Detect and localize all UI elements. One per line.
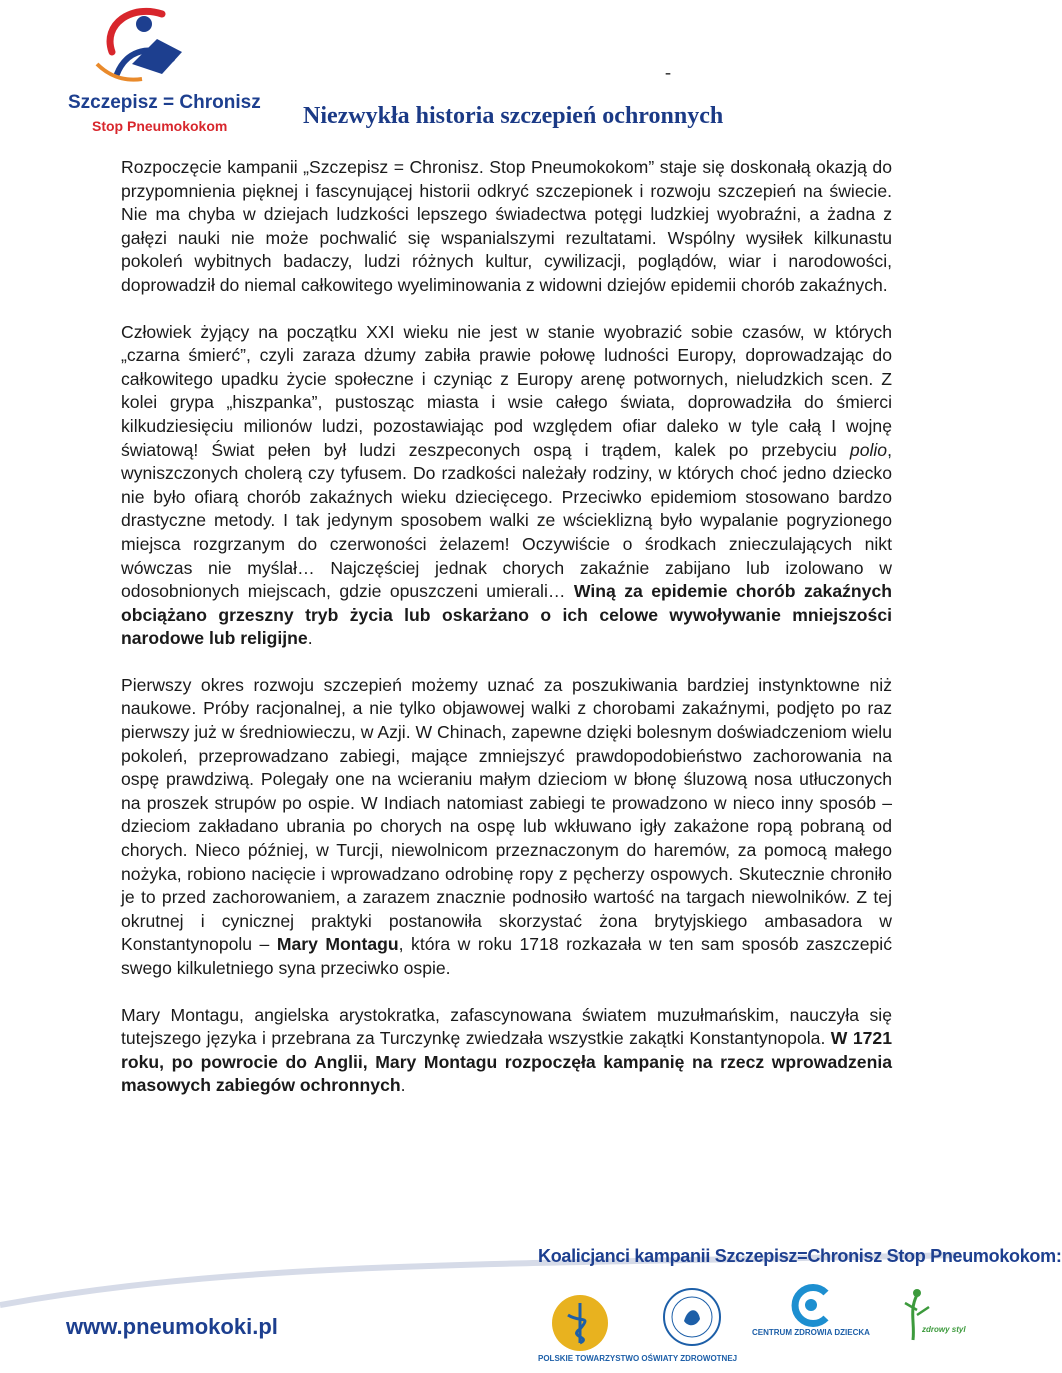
paragraph-3-bold: Mary Montagu bbox=[276, 934, 399, 955]
czd-logo-icon bbox=[786, 1283, 836, 1328]
paragraph-3-text-a: Pierwszy okres rozwoju szczepień możemy uznać za poszukiwania bardziej instynktowne niż naukowe. Próby racjonalnej, a nie tylko objawowej walki z chorobami zakaźnymi, podjęto po raz pierwszy już w średniowieczu, w Azji. W Chinach, zapewne dzięki bolesnym doświadczeniom wielu pokoleń, przeprowadzano zabiegi, mające zmniejszyć prawdopodobieństwo zachorowania na ospę prawdziwą. Polegały one na wcieraniu małym dzieciom w błonę śluzową nosa utłuczonych na proszek strupów po ospie. W Indiach natomiast zabiegi te prowadzono w nieco inny sposób – dzieciom zakładano ubrania po chorych na ospę lub wkłuwano igły zakażone ropą pobraną od chorych. Nieco później, w Turcji, niewolnicom przeznaczonym do haremów, za pomocą małego nożyka, robiono nacięcie i wprowadzano odrobinę ropy z pęcherzy ospowych. Skutecznie chroniło je to przed zachorowaniem, a zarazem znacznie podnosiło wartość na targach niewolników. Z tej okrutnej i cynicznej praktyki postanowiła skorzystać żona brytyjskiego ambasadora w Konstantynopolu – bbox=[121, 674, 892, 955]
paragraph-2-bold: Winą za epidemie chorób zakaźnych obciążano grzeszny tryb życia lub oskarżano o ich celowe wywoływanie mniejszości narodowe lub religijne bbox=[121, 581, 892, 649]
article-body bbox=[121, 156, 892, 1121]
paragraph-4 bbox=[121, 1004, 892, 1098]
paragraph-2 bbox=[121, 321, 892, 651]
logo-subtitle: Stop Pneumokokom bbox=[92, 118, 228, 134]
paragraph-4-end: . bbox=[400, 1075, 406, 1096]
paragraph-3-text-b: , która w roku 1718 rozkazała w ten sam sposób zaszczepić swego kilkuletniego syna przeciwko ospie. bbox=[121, 934, 893, 978]
pto-zdrowotnej-logo-icon bbox=[535, 1285, 625, 1365]
paragraph-1 bbox=[121, 156, 892, 298]
paragraph-3 bbox=[121, 674, 892, 981]
paragraph-4-text-a: Mary Montagu, angielska arystokratka, zafascynowana światem muzułmańskim, nauczyła się tutejszego języka i przebrana za Turczynkę zwiedzała wszystkie zakątki Konstantynopola. bbox=[121, 1004, 892, 1049]
paragraph-2-end: . bbox=[307, 628, 313, 649]
paragraph-2-text-a: Człowiek żyjący na początku XXI wieku nie jest w stanie wyobrazić sobie czasów, w których „czarna śmierć”, czyli zaraza dżumy zabiła prawie połowę ludności Europy, doprowadzając do całkowitego upadku życie społeczne i czyniąc z Europy arenę potwornych, nieludzkich scen. Z kolei grypa „hiszpanka”, pustosząc miasta i wsie całego świata, doprowadziła do śmierci kilkudziesięciu milionów ludzi, pozostawiając pod względem ofiar daleko w tyle całą I wojnę światową! Świat pełen był ludzi zeszpeconych ospą i trądem, kalek po przebyciu bbox=[121, 321, 892, 460]
paragraph-2-italic: polio bbox=[849, 439, 888, 460]
neonatology-society-logo-icon bbox=[660, 1285, 724, 1349]
website-link[interactable]: www.pneumokoki.pl bbox=[66, 1314, 278, 1339]
paragraph-2-text-b: , wyniszczonych cholerą czy tyfusem. Do rzadkości należały rodziny, w których choć jedno dziecko nie było ofiarą chorób zakaźnych wieku dziecięcego. Przeciwko epidemiom stosowano bardzo drastyczne metody. I tak jedynym sposobem walki ze wścieklizną było wypalanie pogryzionego miejsca rozgrzanym do czerwoności żelazem! Oczywiście o środkach znieczulających nikt wówczas nie myślał… Najczęściej jednak chorych zakaźnie zabijano lub izolowano w odosobnionych miejscach, gdzie opuszczeni umierali… bbox=[121, 439, 892, 602]
partner-czd-label: CENTRUM ZDROWIA DZIECKA bbox=[752, 1328, 870, 1337]
logo-title: Szczepisz = Chronisz bbox=[68, 92, 261, 113]
paragraph-4-bold: W 1721 roku, po powrocie do Anglii, Mary Montagu rozpoczęła kampanię na rzecz wprowadzenia masowych zabiegów ochronnych bbox=[121, 1028, 892, 1096]
header-dash: - bbox=[665, 62, 671, 82]
page-title: Niezwykła historia szczepień ochronnych bbox=[303, 103, 724, 129]
paragraph-1-text: Rozpoczęcie kampanii „Szczepisz = Chronisz. Stop Pneumokokom” staje się doskonałą okazją do przypomnienia pięknej i fascynującej historii odkryć szczepionek i rozwoju szczepień na świecie. Nie ma chyba w dziejach ludzkości lepszego świadectwa potęgi ludzkiej wyobraźni, a żadna z gałęzi nauki nie może pochwalić się wspanialszymi rezultatami. Wspólny wysiłek kilkunastu pokoleń wybitnych badaczy, ludzi różnych kultur, cywilizacji, poglądów, wiar i narodowości, doprowadził do niemal całkowitego wyeliminowania z widowni dziejów epidemii chorób zakaźnych. bbox=[121, 157, 892, 295]
partner-pto-label: POLSKIE TOWARZYSTWO OŚWIATY ZDROWOTNEJ bbox=[538, 1354, 738, 1363]
healthy-lifestyle-logo-icon bbox=[895, 1285, 955, 1345]
partner-lifestyle-label: zdrowy styl bbox=[922, 1325, 966, 1334]
coalition-heading: Koalicjanci kampanii Szczepisz=Chronisz Stop Pneumokokom: bbox=[538, 1246, 1062, 1266]
